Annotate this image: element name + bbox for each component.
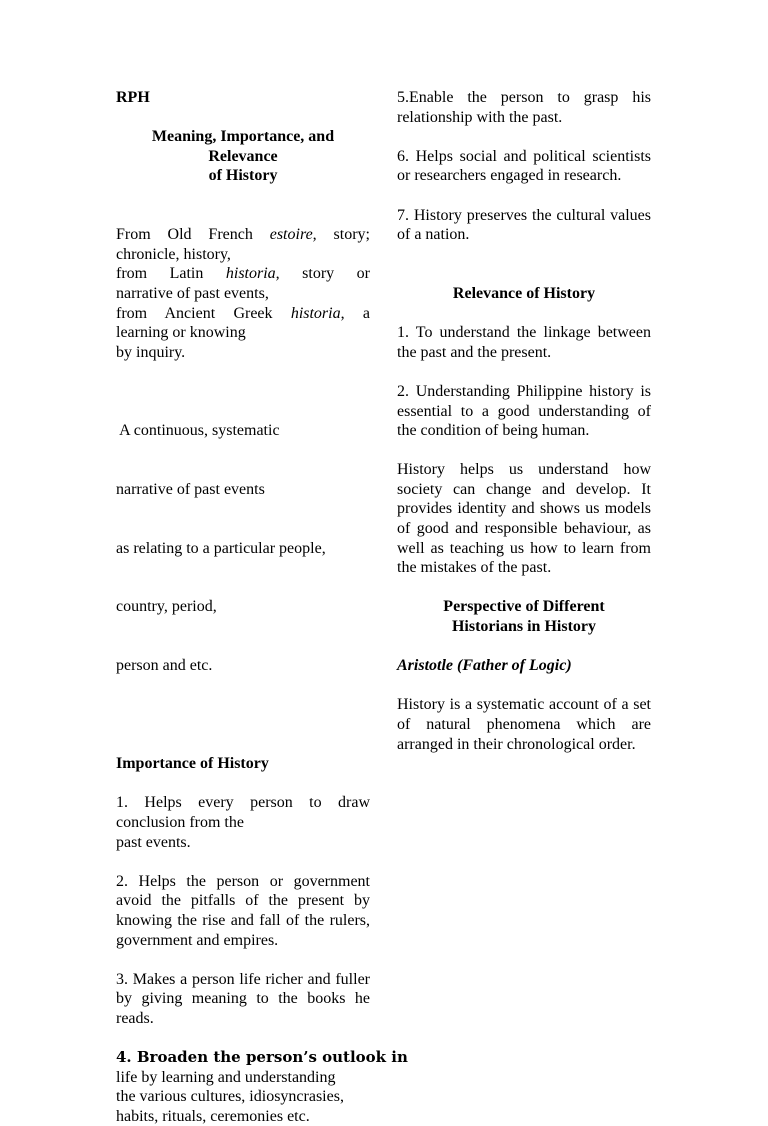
etymology-text: from Ancient Greek — [116, 304, 291, 322]
item-line: habits, rituals, ceremonies etc. — [116, 1107, 310, 1125]
perspective-heading-line: Historians in History — [451, 618, 596, 636]
title-line-1: Meaning, Importance, and — [151, 128, 335, 146]
item-line: 1. Helps every person to draw — [116, 794, 370, 812]
title-line-3: of History — [208, 167, 278, 185]
document-title — [116, 127, 370, 186]
etymology-term: historia, — [225, 265, 280, 283]
etymology-text: From Old French — [116, 226, 270, 244]
document-label: RPH — [116, 89, 150, 106]
definition-line: A continuous, systematic — [116, 422, 280, 440]
etymology-line: by inquiry. — [116, 343, 186, 361]
relevance-item-2: 2. Understanding Philippine history is essential to a good understanding of the condition of being human. — [397, 382, 651, 440]
etymology-line: chronicle, history, — [116, 245, 231, 263]
etymology-paragraph — [116, 225, 370, 362]
etymology-line — [116, 264, 370, 284]
definition-line: country, period, — [116, 598, 217, 616]
etymology-text: story; — [316, 226, 370, 244]
etymology-text: from Latin — [116, 265, 226, 283]
relevance-heading: Relevance of History — [452, 284, 596, 302]
importance-item-4 — [116, 1048, 408, 1126]
perspective-heading-line: Perspective of Different — [443, 598, 605, 616]
item-line: past events. — [116, 833, 191, 851]
perspective-heading — [397, 597, 651, 636]
definition-line: narrative of past events — [116, 480, 265, 498]
importance-item-6: 6. Helps social and political scientists or researchers engaged in research. — [397, 147, 651, 185]
etymology-text: story or — [279, 265, 370, 283]
right-column — [397, 88, 651, 754]
etymology-line: learning or knowing — [116, 324, 246, 342]
item-line: conclusion from the — [116, 813, 244, 831]
item-4-lead: 4. Broaden the person’s outlook in — [116, 1048, 408, 1067]
relevance-paragraph: History helps us understand how society can change and develop. It provides identity and shows us models of good and responsible behaviour, as well as teaching us how to learn from the mistakes of the past. — [397, 461, 651, 577]
definition-line: as relating to a particular people, — [116, 539, 326, 557]
importance-item-1 — [116, 793, 370, 852]
item-line: life by learning and understanding — [116, 1068, 336, 1086]
etymology-term: estoire, — [269, 226, 317, 244]
importance-item-5: 5.Enable the person to grasp his relationship with the past. — [397, 89, 651, 126]
definition-line: person and etc. — [116, 657, 213, 675]
relevance-item-1: 1. To understand the linkage between the past and the present. — [397, 324, 651, 361]
etymology-text: , a — [340, 304, 370, 322]
etymology-line: narrative of past events, — [116, 284, 269, 302]
importance-item-7: 7. History preserves the cultural values of a nation. — [397, 206, 651, 244]
item-line: the various cultures, idiosyncrasies, — [116, 1088, 344, 1106]
importance-item-2: 2. Helps the person or government avoid the pitfalls of the present by knowing the rise and fall of the rulers, government and empires. — [116, 872, 370, 949]
left-column — [116, 88, 408, 1126]
etymology-term: historia — [290, 304, 341, 322]
etymology-line — [116, 225, 370, 245]
importance-heading: Importance of History — [116, 755, 269, 773]
aristotle-heading: Aristotle (Father of Logic) — [397, 657, 572, 675]
definition-paragraph — [116, 382, 370, 715]
etymology-line — [116, 304, 370, 324]
title-line-2: Relevance — [208, 147, 278, 165]
importance-item-3: 3. Makes a person life richer and fuller by giving meaning to the books he reads. — [116, 970, 370, 1027]
aristotle-text: History is a systematic account of a set of natural phenomena which are arranged in their chronological order. — [397, 696, 651, 753]
